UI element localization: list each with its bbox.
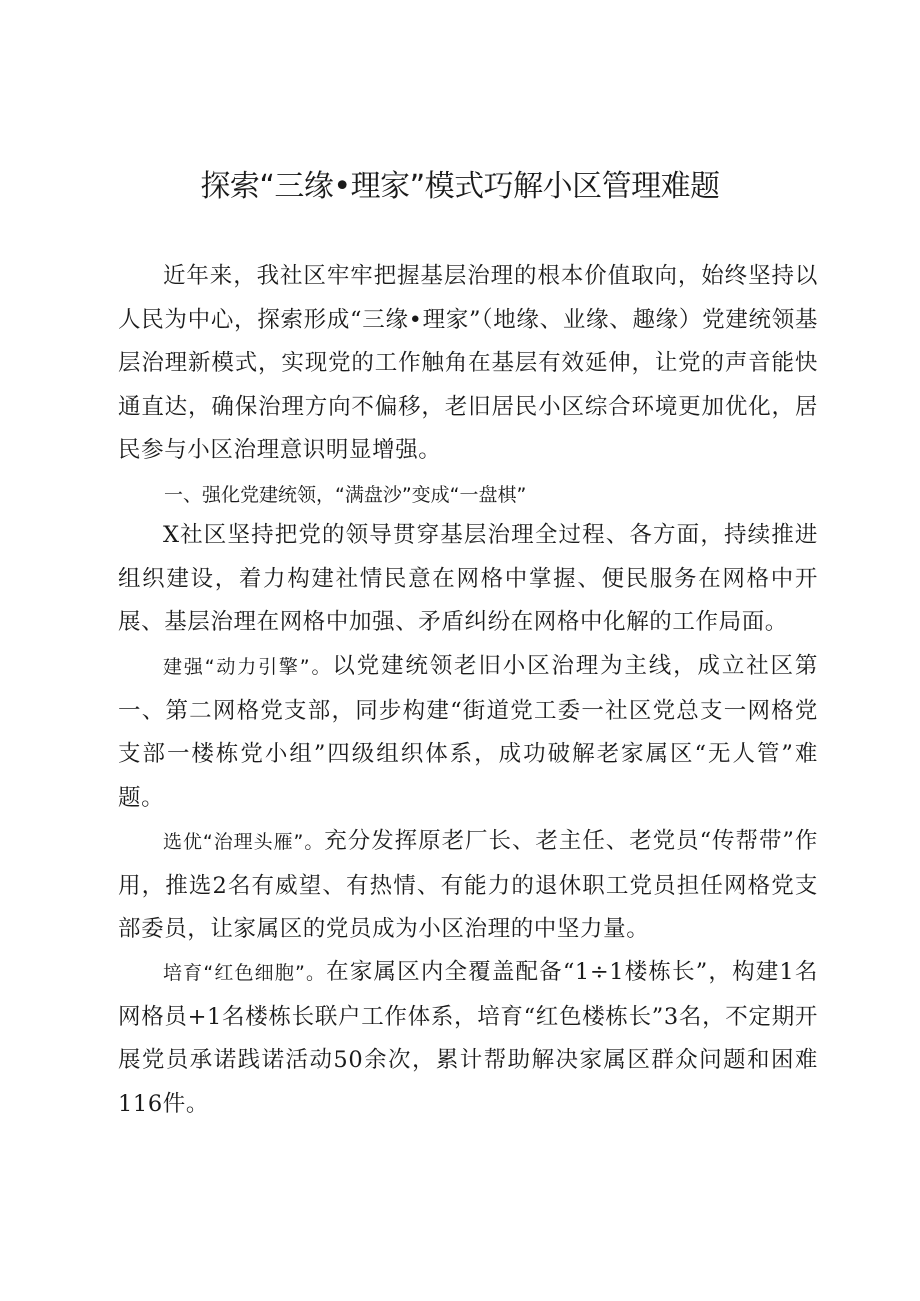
section1-paragraph: X社区坚持把党的领导贯穿基层治理全过程、各方面，持续推进组织建设，着力构建社情民意在网格中掌握、便民服务在网格中开展、基层治理在网格中加强、矛盾纠纷在网格中化解的工作局面。	[118, 522, 818, 635]
section-heading-1: 一、强化党建统领，“满盘沙”变成“一盘棋”	[164, 484, 527, 506]
item-body-power-engine: 以党建统领老旧小区治理为主线，成立社区第一、第二网格党支部，同步构建“街道党工委一社区党总支一网格党支部一楼栋党小组”四级组织体系，成功破解老家属区“无人管”难题。	[118, 653, 818, 811]
intro-paragraph: 近年来，我社区牢牢把握基层治理的根本价值取向，始终坚持以人民为中心，探索形成“三缘•理家”（地缘、业缘、趣缘）党建统领基层治理新模式，实现党的工作触角在基层有效延伸，让党的声音能快通直达，确保治理方向不偏移，老旧居民小区综合环境更加优化，居民参与小区治理意识明显增强。	[118, 263, 818, 463]
item-lead-lead-geese: 选优“治理头雁”。	[163, 831, 325, 853]
item-paragraph-lead-geese	[118, 820, 818, 952]
item-body-red-cells: 在家属区内全覆盖配备“1÷1楼栋长”，构建1名网格员+1名楼栋长联户工作体系，培育“红色楼栋长”3名，不定期开展党员承诺践诺活动50余次，累计帮助解决家属区群众问题和困难116件。	[118, 959, 818, 1117]
item-paragraph-power-engine	[118, 645, 818, 820]
item-lead-power-engine: 建强“动力引擎”。	[163, 656, 333, 678]
item-body-lead-geese: 充分发挥原老厂长、老主任、老党员“传帮带”作用，推选2名有威望、有热情、有能力的退休职工党员担任网格党支部委员，让家属区的党员成为小区治理的中坚力量。	[118, 828, 818, 942]
document-title: 探索“三缘•理家”模式巧解小区管理难题	[200, 169, 720, 204]
item-lead-red-cells: 培育“红色细胞”。	[163, 962, 327, 984]
item-paragraph-red-cells	[118, 951, 818, 1126]
